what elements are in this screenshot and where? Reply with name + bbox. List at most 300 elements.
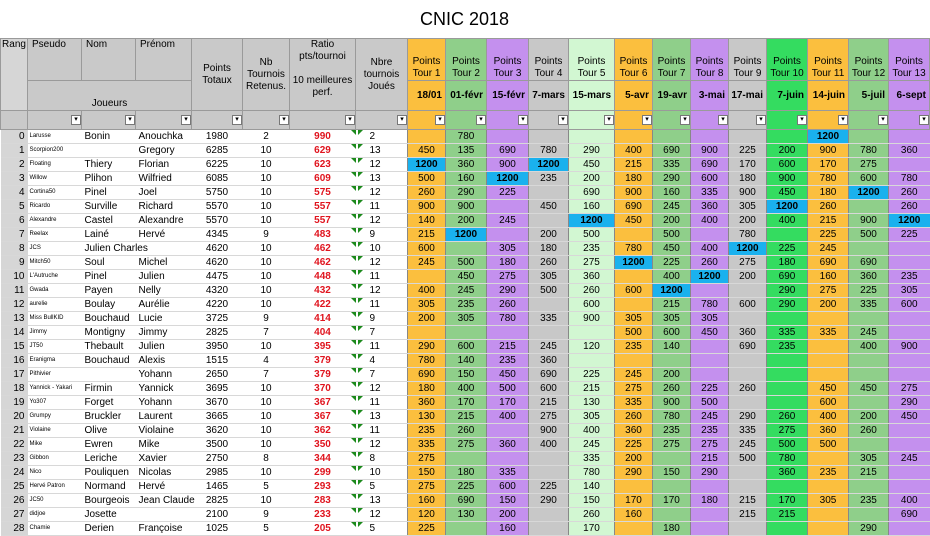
- filter-dropdown-icon[interactable]: ▾: [797, 115, 807, 125]
- cell-nbre-joues: [356, 438, 408, 452]
- cell-rang: 6: [1, 214, 28, 228]
- cell-prenom: Hervé: [136, 480, 192, 494]
- header-tour-date: 15-mars: [569, 81, 615, 111]
- cell-points-totaux: 3950: [192, 340, 243, 354]
- cell-pseudo: aurelie: [28, 298, 82, 312]
- header-tour-date: 14-juin: [808, 81, 849, 111]
- cell-tour-points: 305: [408, 298, 446, 312]
- cell-tour-points: [767, 480, 808, 494]
- cell-tour-points: 245: [408, 256, 446, 270]
- cell-rang: 8: [1, 242, 28, 256]
- cell-tour-points: [446, 452, 487, 466]
- cell-tour-points: 275: [487, 270, 529, 284]
- filter-dropdown-icon[interactable]: ▾: [878, 115, 888, 125]
- spreadsheet[interactable]: [0, 38, 929, 536]
- table-row[interactable]: [1, 480, 930, 494]
- cell-tour-points: 180: [808, 186, 849, 200]
- comment-marker-icon: [358, 494, 363, 499]
- filter-dropdown-icon[interactable]: ▾: [718, 115, 728, 125]
- cell-ratio: [290, 438, 356, 452]
- comment-marker-icon: [358, 172, 363, 177]
- cell-rang: 12: [1, 298, 28, 312]
- cell-tour-points: 450: [569, 158, 615, 172]
- header-pseudo: Pseudo: [28, 39, 82, 81]
- cell-tour-points: 1200: [408, 158, 446, 172]
- cell-tour-points: 200: [446, 214, 487, 228]
- cell-nom: Normand: [82, 480, 136, 494]
- cell-nbre-joues: [356, 522, 408, 536]
- joues-value: 12: [369, 285, 381, 296]
- table-row[interactable]: [1, 368, 930, 382]
- cell-tour-points: 160: [569, 200, 615, 214]
- cell-tour-points: [408, 130, 446, 144]
- table-row[interactable]: [1, 494, 930, 508]
- cell-nbre-joues: [356, 158, 408, 172]
- ratio-value: 462: [314, 257, 331, 268]
- cell-tour-points: 290: [446, 186, 487, 200]
- comment-marker-icon: [358, 438, 363, 443]
- cell-tour-points: [889, 326, 930, 340]
- cell-tour-points: [889, 312, 930, 326]
- cell-nb-tournois: 10: [243, 158, 290, 172]
- cell-tour-points: 200: [849, 410, 889, 424]
- cell-points-totaux: 2650: [192, 368, 243, 382]
- table-row[interactable]: [1, 452, 930, 466]
- cell-tour-points: 260: [808, 200, 849, 214]
- cell-prenom: Jean Claude: [136, 494, 192, 508]
- cell-points-totaux: 4620: [192, 256, 243, 270]
- cell-tour-points: [529, 298, 569, 312]
- cell-nbre-joues: [356, 396, 408, 410]
- header-points-label: Points: [895, 56, 923, 67]
- cell-tour-points: 235: [849, 494, 889, 508]
- filter-cell: [290, 111, 356, 130]
- cell-tour-points: 780: [408, 354, 446, 368]
- cell-tour-points: [487, 424, 529, 438]
- header-points-label: Points: [814, 56, 842, 67]
- filter-dropdown-icon[interactable]: ▾: [604, 115, 614, 125]
- cell-tour-points: 780: [808, 172, 849, 186]
- cell-ratio: [290, 382, 356, 396]
- cell-pseudo: didjoe: [28, 508, 82, 522]
- table-row[interactable]: [1, 228, 930, 242]
- cell-nb-tournois: 10: [243, 382, 290, 396]
- cell-tour-points: 400: [767, 214, 808, 228]
- cell-rang: 25: [1, 480, 28, 494]
- header-tour-date: 01-févr: [446, 81, 487, 111]
- joues-value: 13: [369, 145, 381, 156]
- table-row[interactable]: [1, 508, 930, 522]
- cell-tour-points: [849, 368, 889, 382]
- cell-tour-points: 245: [729, 438, 767, 452]
- cell-tour-points: 225: [691, 382, 729, 396]
- cell-tour-points: 900: [446, 200, 487, 214]
- joues-value: 12: [369, 215, 381, 226]
- header-points-label: Points: [534, 56, 563, 67]
- filter-dropdown-icon[interactable]: ▾: [680, 115, 690, 125]
- header-tour-date: 5-juil: [849, 81, 889, 111]
- cell-prenom: Yohann: [136, 368, 192, 382]
- cell-prenom: Violaine: [136, 424, 192, 438]
- cell-rang: 7: [1, 228, 28, 242]
- cell-tour-points: [529, 130, 569, 144]
- cell-tour-points: 690: [446, 494, 487, 508]
- header-tour-label: Tour 4: [534, 68, 563, 79]
- filter-dropdown-icon[interactable]: ▾: [181, 115, 191, 125]
- table-row[interactable]: [1, 144, 930, 158]
- cell-tour-points: 500: [569, 228, 615, 242]
- cell-nbre-joues: [356, 508, 408, 522]
- cell-tour-points: [691, 354, 729, 368]
- cell-tour-points: 245: [653, 200, 691, 214]
- table-row[interactable]: [1, 466, 930, 480]
- ratio-value: 404: [314, 327, 331, 338]
- cell-ratio: [290, 494, 356, 508]
- cell-tour-points: [615, 522, 653, 536]
- cell-tour-points: 200: [653, 368, 691, 382]
- cell-tour-points: [691, 522, 729, 536]
- cell-nom: Julien Charles: [82, 242, 136, 256]
- table-row[interactable]: [1, 242, 930, 256]
- table-row[interactable]: [1, 270, 930, 284]
- header-tour-10: [767, 39, 808, 81]
- cell-tour-points: 170: [615, 494, 653, 508]
- cell-points-totaux: 2825: [192, 494, 243, 508]
- ranking-table: [0, 38, 930, 536]
- cell-tour-points: 600: [569, 298, 615, 312]
- cell-nom: Pouliquen: [82, 466, 136, 480]
- cell-tour-points: 690: [849, 256, 889, 270]
- filter-dropdown-icon[interactable]: ▾: [642, 115, 652, 125]
- cell-tour-points: 235: [569, 242, 615, 256]
- cell-tour-points: 690: [569, 186, 615, 200]
- cell-pseudo: JC50: [28, 494, 82, 508]
- cell-nom: Payen: [82, 284, 136, 298]
- filter-dropdown-icon[interactable]: ▾: [518, 115, 528, 125]
- cell-tour-points: 235: [529, 172, 569, 186]
- cell-tour-points: 180: [729, 172, 767, 186]
- header-points-label: Points: [619, 56, 648, 67]
- cell-prenom: Joel: [136, 186, 192, 200]
- cell-tour-points: [849, 480, 889, 494]
- cell-tour-points: 150: [487, 494, 529, 508]
- table-row[interactable]: [1, 340, 930, 354]
- comment-marker-icon: [358, 214, 363, 219]
- cell-nb-tournois: 10: [243, 438, 290, 452]
- joues-value: 12: [369, 187, 381, 198]
- filter-dropdown-icon[interactable]: ▾: [71, 115, 81, 125]
- filter-cell: [529, 111, 569, 130]
- header-tour-label: Tour 8: [695, 68, 724, 79]
- cell-nbre-joues: [356, 382, 408, 396]
- cell-points-totaux: 2100: [192, 508, 243, 522]
- cell-tour-points: 260: [569, 284, 615, 298]
- cell-tour-points: 780: [849, 144, 889, 158]
- cell-tour-points: 215: [729, 508, 767, 522]
- cell-tour-points: 400: [408, 284, 446, 298]
- cell-tour-points: 245: [849, 326, 889, 340]
- filter-dropdown-icon[interactable]: ▾: [476, 115, 486, 125]
- cell-rang: 19: [1, 396, 28, 410]
- cell-tour-points: [615, 480, 653, 494]
- cell-tour-points: 600: [446, 340, 487, 354]
- cell-points-totaux: 6225: [192, 158, 243, 172]
- joues-value: 9: [369, 229, 376, 240]
- cell-tour-points: [653, 130, 691, 144]
- cell-tour-points: 225: [615, 438, 653, 452]
- cell-nb-tournois: 10: [243, 284, 290, 298]
- cell-ratio: [290, 326, 356, 340]
- cell-tour-points: 900: [808, 144, 849, 158]
- filter-cell: [487, 111, 529, 130]
- ratio-value: 367: [314, 411, 331, 422]
- filter-dropdown-icon[interactable]: ▾: [838, 115, 848, 125]
- table-row[interactable]: [1, 158, 930, 172]
- cell-ratio: [290, 214, 356, 228]
- cell-rang: 15: [1, 340, 28, 354]
- cell-nbre-joues: [356, 340, 408, 354]
- cell-tour-points: 450: [446, 270, 487, 284]
- table-row[interactable]: [1, 200, 930, 214]
- cell-tour-points: 225: [408, 522, 446, 536]
- comment-marker-icon: [358, 200, 363, 205]
- header-tour-8: [691, 39, 729, 81]
- cell-tour-points: 130: [408, 410, 446, 424]
- cell-prenom: Wilfried: [136, 172, 192, 186]
- cell-prenom: Aurélie: [136, 298, 192, 312]
- header-tour-11: [808, 39, 849, 81]
- ratio-value: 557: [314, 215, 331, 226]
- cell-tour-points: 690: [615, 200, 653, 214]
- header-row-bottom: [1, 81, 930, 111]
- cell-points-totaux: 1465: [192, 480, 243, 494]
- cell-tour-points: 600: [408, 242, 446, 256]
- ratio-value: 575: [314, 187, 331, 198]
- cell-tour-points: 130: [446, 508, 487, 522]
- table-row[interactable]: [1, 130, 930, 144]
- header-prenom: Prénom: [136, 39, 192, 81]
- cell-ratio: [290, 270, 356, 284]
- cell-nom: Soul: [82, 256, 136, 270]
- table-row[interactable]: [1, 326, 930, 340]
- cell-points-totaux: 3620: [192, 424, 243, 438]
- cell-tour-points: 780: [446, 130, 487, 144]
- cell-tour-points: [615, 354, 653, 368]
- cell-nom: Plihon: [82, 172, 136, 186]
- filter-dropdown-icon[interactable]: ▾: [558, 115, 568, 125]
- ratio-value: 379: [314, 369, 331, 380]
- cell-nbre-joues: [356, 228, 408, 242]
- cell-tour-points: 600: [691, 172, 729, 186]
- filter-dropdown-icon[interactable]: ▾: [397, 115, 407, 125]
- cell-tour-points: [808, 354, 849, 368]
- cell-tour-points: 140: [446, 354, 487, 368]
- cell-rang: 28: [1, 522, 28, 536]
- filter-dropdown-icon[interactable]: ▾: [279, 115, 289, 125]
- cell-tour-points: 200: [569, 172, 615, 186]
- cell-tour-points: 305: [569, 410, 615, 424]
- cell-tour-points: 235: [487, 354, 529, 368]
- header-row-top: [1, 39, 930, 81]
- cell-tour-points: [889, 368, 930, 382]
- table-row[interactable]: [1, 214, 930, 228]
- cell-tour-points: 900: [889, 340, 930, 354]
- cell-tour-points: 360: [408, 396, 446, 410]
- cell-tour-points: [808, 368, 849, 382]
- header-nbre-tournois: Nbre tournois Joués: [356, 39, 408, 111]
- cell-nbre-joues: [356, 312, 408, 326]
- header-tour-date: 18/01: [408, 81, 446, 111]
- cell-tour-points: 780: [767, 452, 808, 466]
- table-row[interactable]: [1, 298, 930, 312]
- cell-tour-points: 215: [408, 228, 446, 242]
- cell-tour-points: 450: [691, 326, 729, 340]
- cell-rang: 20: [1, 410, 28, 424]
- cell-ratio: [290, 508, 356, 522]
- ratio-value: 362: [314, 425, 331, 436]
- cell-tour-points: 600: [729, 298, 767, 312]
- header-points-label: Points: [733, 56, 762, 67]
- cell-tour-points: 200: [529, 228, 569, 242]
- cell-rang: 26: [1, 494, 28, 508]
- cell-nb-tournois: 10: [243, 494, 290, 508]
- cell-tour-points: 400: [889, 494, 930, 508]
- cell-nom: [82, 144, 136, 158]
- cell-tour-points: 245: [808, 242, 849, 256]
- cell-tour-points: 290: [487, 284, 529, 298]
- cell-tour-points: 275: [729, 256, 767, 270]
- cell-tour-points: 140: [408, 214, 446, 228]
- cell-ratio: [290, 354, 356, 368]
- cell-tour-points: [691, 368, 729, 382]
- cell-tour-points: 690: [808, 256, 849, 270]
- cell-tour-points: 1200: [729, 242, 767, 256]
- cell-tour-points: 215: [767, 508, 808, 522]
- filter-dropdown-icon[interactable]: ▾: [232, 115, 242, 125]
- cell-nom: [82, 368, 136, 382]
- cell-nb-tournois: 9: [243, 228, 290, 242]
- cell-pseudo: Scorpion200: [28, 144, 82, 158]
- cell-nom: Olive: [82, 424, 136, 438]
- cell-nb-tournois: 10: [243, 424, 290, 438]
- comment-marker-icon: [358, 256, 363, 261]
- table-row[interactable]: [1, 312, 930, 326]
- cell-tour-points: 450: [408, 144, 446, 158]
- filter-cell: [1, 111, 28, 130]
- cell-tour-points: 225: [889, 228, 930, 242]
- cell-tour-points: [691, 228, 729, 242]
- cell-ratio: [290, 284, 356, 298]
- table-row[interactable]: [1, 424, 930, 438]
- header-tour-date: 6-sept: [889, 81, 930, 111]
- table-row[interactable]: [1, 522, 930, 536]
- cell-tour-points: 245: [889, 452, 930, 466]
- header-tour-9: [729, 39, 767, 81]
- ratio-value: 623: [314, 159, 331, 170]
- cell-prenom: [136, 508, 192, 522]
- cell-tour-points: 260: [569, 508, 615, 522]
- comment-marker-icon: [358, 284, 363, 289]
- cell-tour-points: 235: [691, 424, 729, 438]
- table-row[interactable]: [1, 396, 930, 410]
- cell-tour-points: 335: [767, 326, 808, 340]
- cell-tour-points: 500: [529, 284, 569, 298]
- header-tour-label: Tour 7: [657, 68, 686, 79]
- table-row[interactable]: [1, 354, 930, 368]
- cell-prenom: Anouchka: [136, 130, 192, 144]
- cell-tour-points: [889, 130, 930, 144]
- cell-prenom: Françoise: [136, 522, 192, 536]
- comment-marker-icon: [358, 130, 363, 135]
- cell-tour-points: [529, 326, 569, 340]
- cell-tour-points: 225: [569, 368, 615, 382]
- cell-tour-points: 200: [487, 508, 529, 522]
- cell-pseudo: Alexandre: [28, 214, 82, 228]
- cell-pseudo: Cortina50: [28, 186, 82, 200]
- cell-tour-points: [729, 284, 767, 298]
- joues-value: 11: [369, 201, 380, 212]
- cell-prenom: Mike: [136, 438, 192, 452]
- filter-dropdown-icon[interactable]: ▾: [125, 115, 135, 125]
- table-row[interactable]: [1, 284, 930, 298]
- cell-tour-points: 120: [569, 340, 615, 354]
- cell-tour-points: 180: [529, 242, 569, 256]
- cell-tour-points: 275: [615, 382, 653, 396]
- ratio-value: 379: [314, 355, 331, 366]
- filter-dropdown-icon[interactable]: ▾: [345, 115, 355, 125]
- cell-tour-points: 200: [615, 452, 653, 466]
- table-row[interactable]: [1, 172, 930, 186]
- cell-tour-points: 275: [849, 158, 889, 172]
- cell-tour-points: 260: [729, 382, 767, 396]
- cell-points-totaux: 2985: [192, 466, 243, 480]
- table-row[interactable]: [1, 186, 930, 200]
- cell-tour-points: [767, 312, 808, 326]
- cell-tour-points: 260: [408, 186, 446, 200]
- filter-dropdown-icon[interactable]: ▾: [756, 115, 766, 125]
- cell-tour-points: [653, 508, 691, 522]
- cell-tour-points: 160: [615, 508, 653, 522]
- cell-tour-points: 1200: [569, 214, 615, 228]
- cell-tour-points: 500: [849, 228, 889, 242]
- cell-nb-tournois: 10: [243, 256, 290, 270]
- table-row[interactable]: [1, 410, 930, 424]
- table-row[interactable]: [1, 438, 930, 452]
- comment-marker-icon: [358, 508, 363, 513]
- cell-nbre-joues: [356, 172, 408, 186]
- cell-points-totaux: 4320: [192, 284, 243, 298]
- cell-points-totaux: 3670: [192, 396, 243, 410]
- cell-tour-points: 290: [529, 494, 569, 508]
- cell-tour-points: 170: [569, 522, 615, 536]
- cell-tour-points: 170: [487, 396, 529, 410]
- filter-dropdown-icon[interactable]: ▾: [435, 115, 445, 125]
- cell-tour-points: [529, 522, 569, 536]
- cell-nom: Boulay: [82, 298, 136, 312]
- cell-tour-points: 1200: [529, 158, 569, 172]
- cell-tour-points: 305: [446, 312, 487, 326]
- table-row[interactable]: [1, 382, 930, 396]
- cell-tour-points: 225: [767, 242, 808, 256]
- comment-marker-icon: [358, 410, 363, 415]
- filter-cell: [569, 111, 615, 130]
- cell-tour-points: 290: [849, 522, 889, 536]
- cell-points-totaux: 4220: [192, 298, 243, 312]
- cell-tour-points: 215: [849, 466, 889, 480]
- table-row[interactable]: [1, 256, 930, 270]
- filter-dropdown-icon[interactable]: ▾: [919, 115, 929, 125]
- cell-tour-points: 400: [653, 270, 691, 284]
